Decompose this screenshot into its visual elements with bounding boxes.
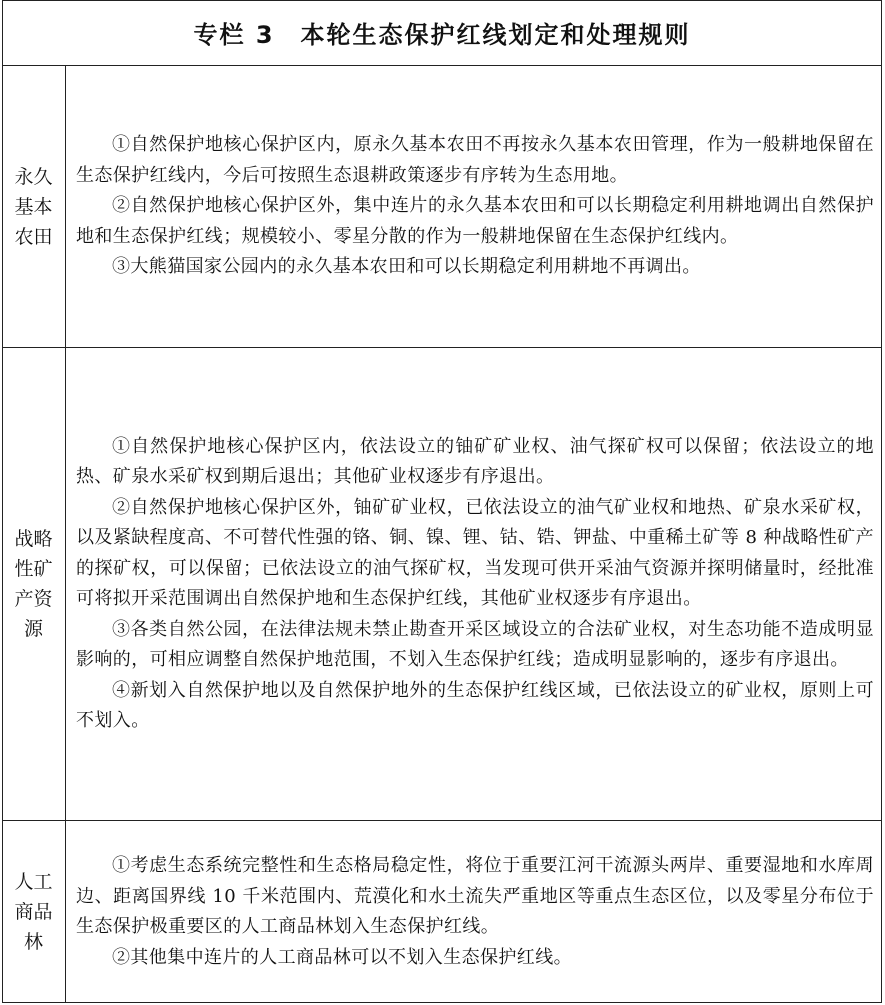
row-label: 战略性矿产资源: [14, 528, 53, 640]
paragraph: ②自然保护地核心保护区外，集中连片的永久基本农田和可以长期稳定利用耕地调出自然保护地和生态保护红线；规模较小、零星分散的作为一般耕地保留在生态保护红线内。: [76, 195, 874, 247]
paragraph: ④新划入自然保护地以及自然保护地外的生态保护红线区域，已依法设立的矿业权，原则上可不划入。: [76, 679, 874, 731]
row-label-cell: [2, 821, 66, 1003]
row-content-cell: [66, 821, 882, 1003]
paragraph: ②其他集中连片的人工商品林可以不划入生态保护红线。: [112, 946, 572, 968]
paragraph: ③各类自然公园，在法律法规未禁止勘查开采区域设立的合法矿业权，对生态功能不造成明显影响的，可相应调整自然保护地范围，不划入生态保护红线；造成明显影响的，逐步有序退出。: [76, 618, 874, 670]
row-label: 永久基本农田: [14, 165, 53, 248]
paragraph: ②自然保护地核心保护区外，铀矿矿业权，已依法设立的油气矿业权和地热、矿泉水采矿权，以及紧缺程度高、不可替代性强的铬、铜、镍、锂、钴、锆、钾盐、中重稀土矿等 8 种战略性矿产的探矿权，可以保留；已依法设立的油气探矿权，当发现可供开采油气资源并探明储量时，经批准可将拟开采范围调出自然保护地和生态保护红线，其他矿业权逐步有序退出。: [76, 496, 874, 609]
row-label-cell: [2, 66, 66, 347]
paragraph: ①自然保护地核心保护区内，原永久基本农田不再按永久基本农田管理，作为一般耕地保留在生态保护红线内，今后可按照生态退耕政策逐步有序转为生态用地。: [76, 134, 874, 186]
table-row: [2, 348, 882, 821]
table-row: [2, 821, 882, 1003]
row-content-cell: [66, 348, 882, 820]
title-row: [2, 0, 882, 66]
page-title: 专栏 3 本轮生态保护红线划定和处理规则: [193, 21, 691, 49]
row-label-cell: [2, 348, 66, 820]
paragraph: ①自然保护地核心保护区内，依法设立的铀矿矿业权、油气探矿权可以保留；依法设立的地热、矿泉水采矿权到期后退出；其他矿业权逐步有序退出。: [76, 435, 874, 487]
paragraph: ③大熊猫国家公园内的永久基本农田和可以长期稳定利用耕地不再调出。: [112, 256, 701, 278]
paragraph: ①考虑生态系统完整性和生态格局稳定性，将位于重要江河干流源头两岸、重要湿地和水库周边、距离国界线 10 千米范围内、荒漠化和水土流失严重地区等重点生态区位，以及零星分布位于生态保护极重要区的人工商品林划入生态保护红线。: [76, 855, 874, 937]
row-label: 人工商品林: [14, 871, 53, 953]
row-content-cell: [66, 66, 882, 347]
table-row: [2, 66, 882, 348]
